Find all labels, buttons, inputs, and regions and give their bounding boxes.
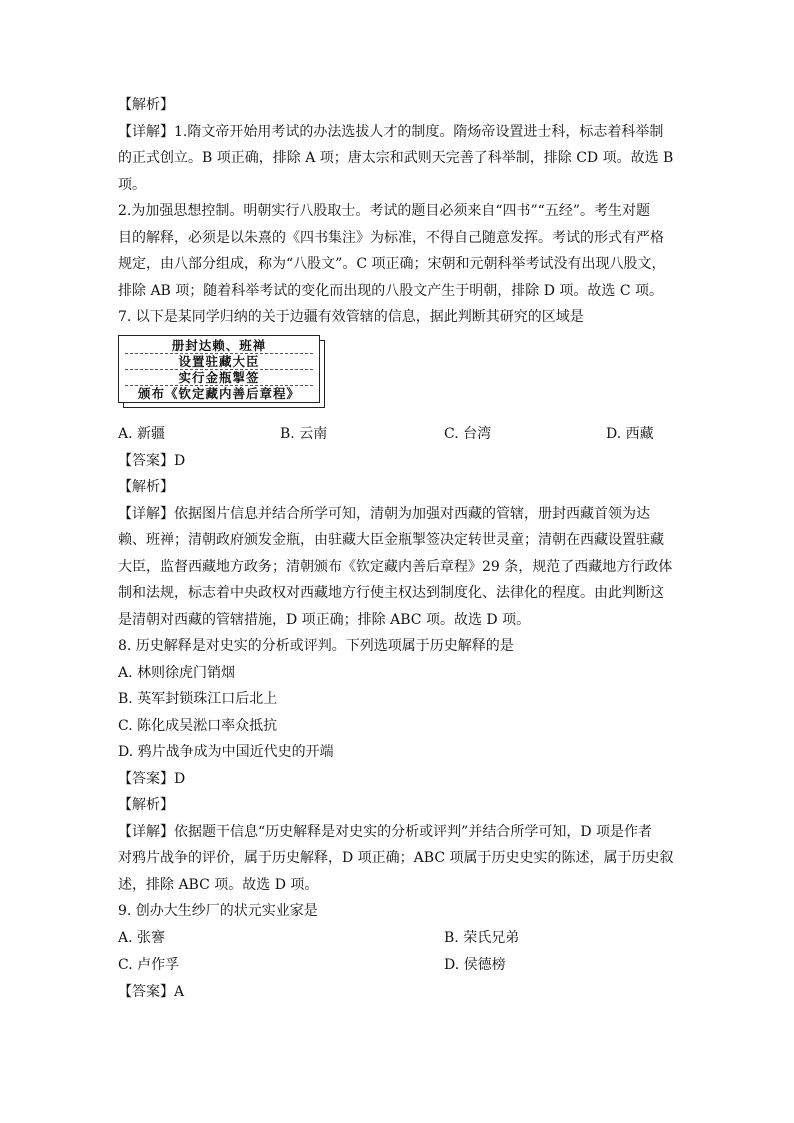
q7-option-c: C. 台湾 xyxy=(444,425,492,442)
q7-detail-line: 制和法规，标志着中央政权对西藏地方行使主权达到制度化、法律化的程度。由此判断这 xyxy=(118,585,664,601)
q8-option-b: B. 英军封锁珠江口后北上 xyxy=(118,691,278,707)
q6-detail-line: 规定，由八部分组成，称为“八股文”。C 项正确；宋朝和元朝科举考试没有出现八股文， xyxy=(118,256,666,272)
q6-detail-line: 项。 xyxy=(118,176,146,193)
q6-analysis-heading: 【解析】 xyxy=(118,97,174,113)
figure-line: 颁布《钦定藏内善后章程》 xyxy=(137,385,300,401)
q9-options-row-1 xyxy=(118,925,678,952)
q9-answer: 【答案】A xyxy=(118,983,185,1000)
q8-analysis-heading: 【解析】 xyxy=(118,797,174,813)
q7-options-row xyxy=(118,421,678,448)
q7-option-b: B. 云南 xyxy=(280,425,328,442)
figure-line: 实行金瓶掣签 xyxy=(125,370,313,386)
q6-detail-line: 的正式创立。B 项正确，排除 A 项；唐太宗和武则天完善了科举制，排除 CD 项。故选 B xyxy=(118,150,674,166)
q7-answer: 【答案】D xyxy=(118,452,186,469)
q8-option-c: C. 陈化成吴淞口率众抵抗 xyxy=(118,717,278,734)
q8-detail-line: 对鸦片战争的评价，属于历史解释，D 项正确；ABC 项属于历史史实的陈述，属于历史叙 xyxy=(118,850,674,866)
q8-option-d: D. 鸦片战争成为中国近代史的开端 xyxy=(118,744,334,760)
q7-detail-line: 【详解】依据图片信息并结合所学可知，清朝为加强对西藏的管辖，册封西藏首领为达 xyxy=(118,505,650,522)
document-page xyxy=(118,92,678,1005)
figure-line: 册封达赖、班禅 xyxy=(125,338,313,354)
q7-stem: 7. 以下是某同学归纳的关于边疆有效管辖的信息，据此判断其研究的区域是 xyxy=(118,309,584,325)
q8-detail-line: 【详解】依据题干信息“历史解释是对史实的分析或评判”并结合所学可知，D 项是作者 xyxy=(118,823,652,840)
q7-detail-line: 赖、班禅；清朝政府颁发金瓶，由驻藏大臣金瓶掣签决定转世灵童；清朝在西藏设置驻藏 xyxy=(118,532,664,548)
q9-options-row-2 xyxy=(118,952,678,979)
q6-detail-line: 2.为加强思想控制。明朝实行八股取士。考试的题目必须来自“四书”“五经”。考生对题 xyxy=(118,203,650,219)
q9-option-c: C. 卢作孚 xyxy=(118,956,180,973)
q9-stem: 9. 创办大生纱厂的状元实业家是 xyxy=(118,903,318,919)
q9-option-d: D. 侯德榜 xyxy=(444,956,506,973)
q7-analysis-heading: 【解析】 xyxy=(118,479,174,495)
q6-detail-line: 【详解】1.隋文帝开始用考试的办法选拔人才的制度。隋炀帝设置进士科，标志着科举制 xyxy=(118,123,664,140)
q8-answer: 【答案】D xyxy=(118,770,186,787)
q7-option-d: D. 西藏 xyxy=(606,425,654,442)
q8-option-a: A. 林则徐虎门销烟 xyxy=(118,664,236,681)
q8-detail-line: 述，排除 ABC 项。故选 D 项。 xyxy=(118,876,319,893)
q8-stem: 8. 历史解释是对史实的分析或评判。下列选项属于历史解释的是 xyxy=(118,638,514,654)
card-box xyxy=(118,335,320,403)
q9-option-a: A. 张謇 xyxy=(118,929,166,946)
q6-detail-line: 排除 AB 项；随着科举考试的变化而出现的八股文产生于明朝，排除 D 项。故选 C 项。 xyxy=(118,282,664,299)
q7-detail-line: 大臣，监督西藏地方政务；清朝颁布《钦定藏内善后章程》29 条，规范了西藏地方行政体 xyxy=(118,558,673,575)
q7-info-card-figure xyxy=(118,335,324,407)
q7-detail-line: 是清朝对西藏的管辖措施，D 项正确；排除 ABC 项。故选 D 项。 xyxy=(118,611,531,628)
q6-detail-line: 目的解释，必须是以朱熹的《四书集注》为标准，不得自己随意发挥。考试的形式有严格 xyxy=(118,229,664,246)
figure-line: 设置驻藏大臣 xyxy=(125,354,313,370)
q7-option-a: A. 新疆 xyxy=(118,425,166,442)
q9-option-b: B. 荣氏兄弟 xyxy=(444,929,520,946)
